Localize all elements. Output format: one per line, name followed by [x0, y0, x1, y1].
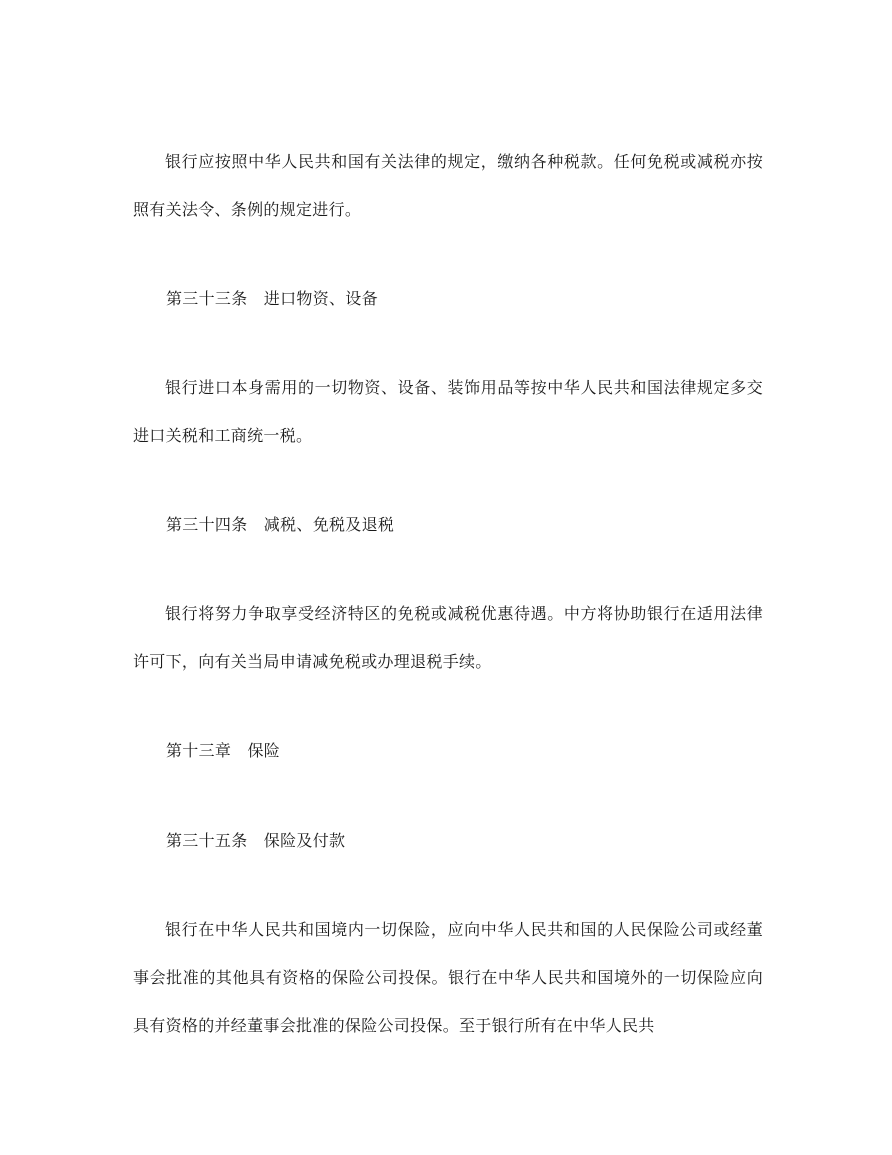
- article-35-heading: 第三十五条 保险及付款: [166, 831, 346, 850]
- tax-paragraph: 银行应按照中华人民共和国有关法律的规定，缴纳各种税款。任何免税或减税亦按照有关法令、条例的规定进行。: [133, 152, 763, 219]
- article-34-heading: 第三十四条 减税、免税及退税: [166, 515, 395, 534]
- chapter-13-heading: 第十三章 保险: [166, 741, 281, 760]
- import-paragraph: 银行进口本身需用的一切物资、设备、装饰用品等按中华人民共和国法律规定多交进口关税和工商统一税。: [133, 378, 763, 445]
- insurance-paragraph: 银行在中华人民共和国境内一切保险，应向中华人民共和国的人民保险公司或经董事会批准的其他具有资格的保险公司投保。银行在中华人民共和国境外的一切保险应向具有资格的并经董事会批准的保险公司投保。至于银行所有在中华人民共: [133, 920, 763, 1035]
- article-33-heading: 第三十三条 进口物资、设备: [166, 289, 378, 308]
- tax-relief-paragraph: 银行将努力争取享受经济特区的免税或减税优惠待遇。中方将协助银行在适用法律许可下，向有关当局申请减免税或办理退税手续。: [133, 604, 763, 671]
